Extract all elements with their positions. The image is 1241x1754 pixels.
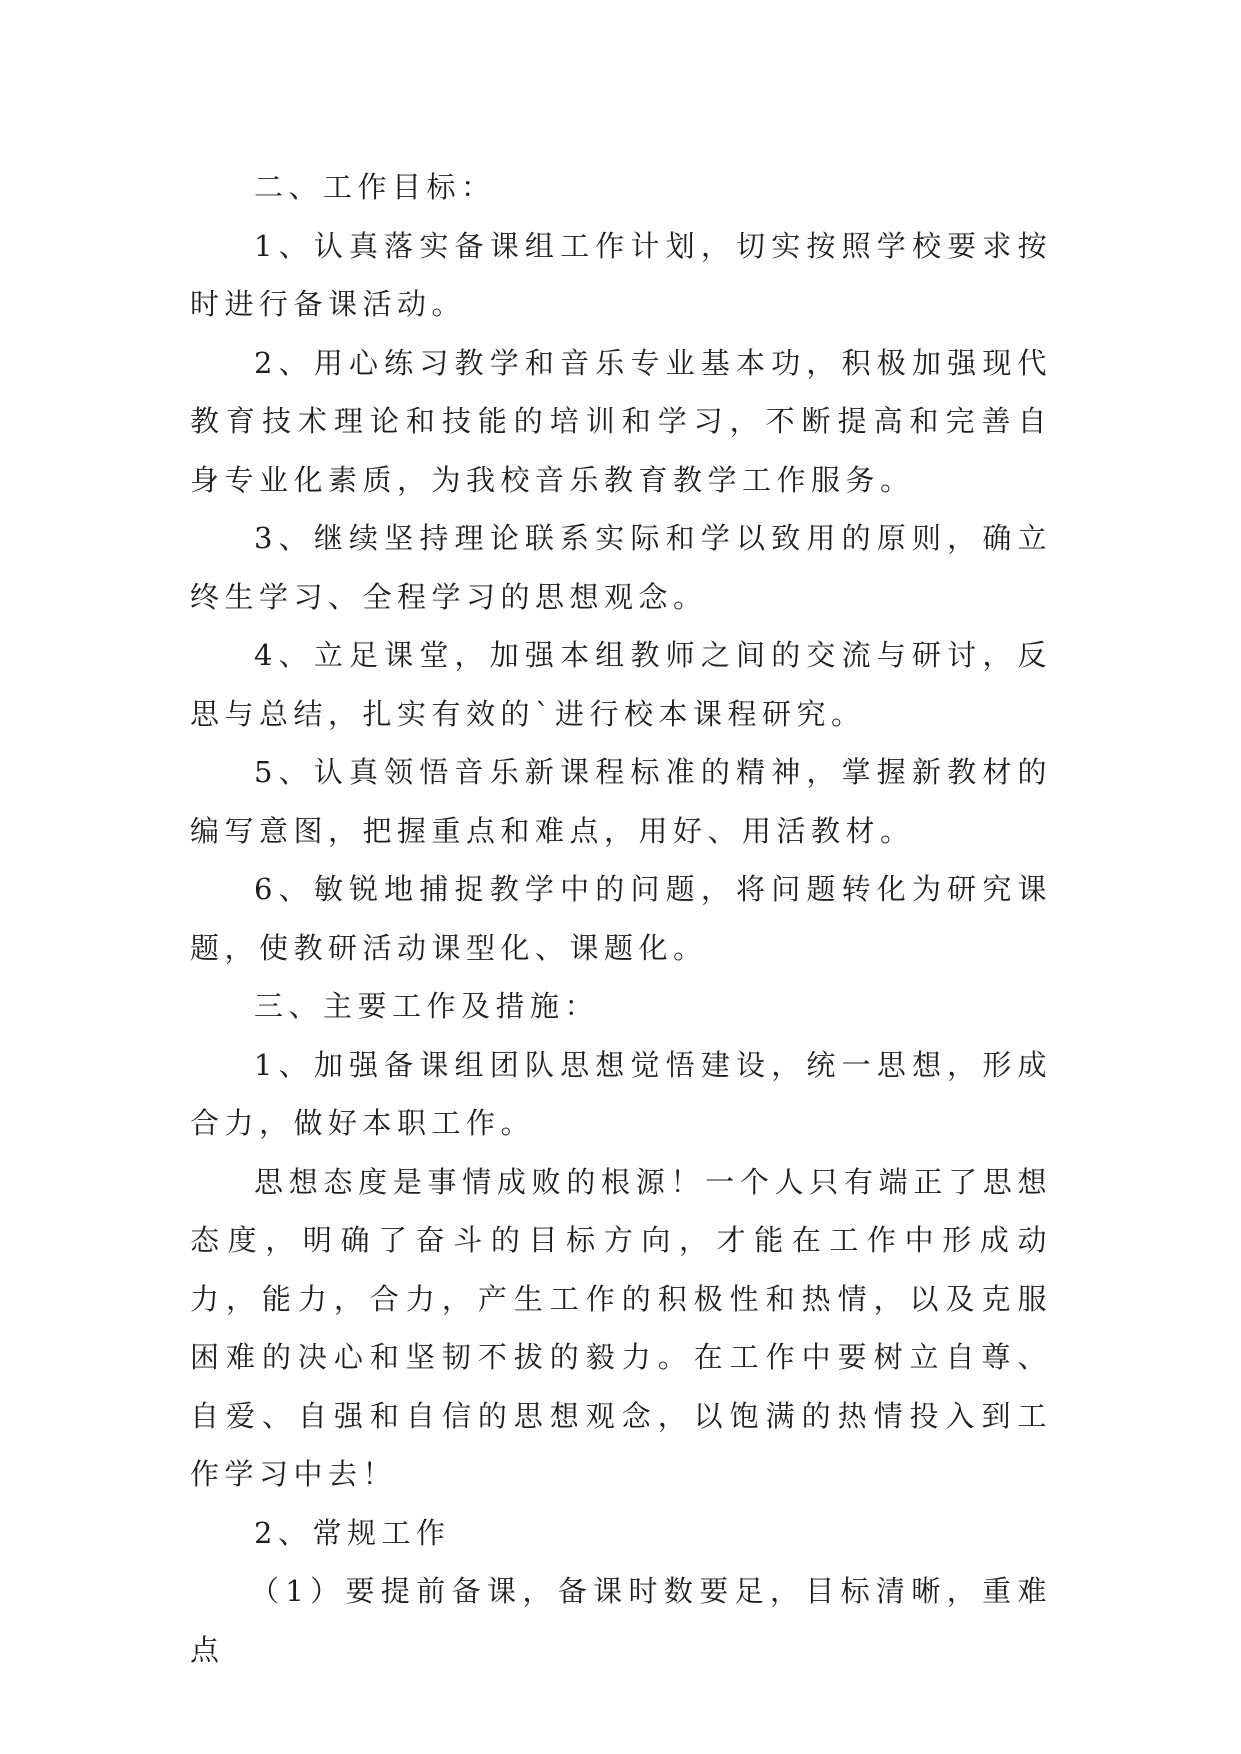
section-heading-work-goals: 二、工作目标： <box>254 170 496 204</box>
measure-subitem-1: （1）要提前备课，备课时数要足，目标清晰，重难点 <box>190 1574 1052 1667</box>
goal-item-2: 2、用心练习教学和音乐专业基本功，积极加强现代教育技术理论和技能的培训和学习，不断提高和完善自身专业化素质，为我校音乐教育教学工作服务。 <box>190 345 1052 497</box>
goal-item-1: 1、认真落实备课组工作计划，切实按照学校要求按时进行备课活动。 <box>190 228 1052 321</box>
measure-item-2: 2、常规工作 <box>254 1515 451 1550</box>
section-heading-main-work: 三、主要工作及措施： <box>254 989 600 1023</box>
goal-item-3: 3、继续坚持理论联系实际和学以致用的原则，确立终生学习、全程学习的思想观念。 <box>190 521 1052 614</box>
document-body <box>190 158 1052 1679</box>
measure-item-1: 1、加强备课组团队思想觉悟建设，统一思想，形成合力，做好本职工作。 <box>190 1047 1052 1140</box>
goal-item-5: 5、认真领悟音乐新课程标准的精神，掌握新教材的编写意图，把握重点和难点，用好、用活教材。 <box>190 755 1052 848</box>
goal-item-6: 6、敏锐地捕捉教学中的问题，将问题转化为研究课题，使教研活动课型化、课题化。 <box>190 872 1052 965</box>
goal-item-4: 4、立足课堂，加强本组教师之间的交流与研讨，反思与总结，扎实有效的`进行校本课程研究。 <box>190 638 1052 731</box>
measure-item-1-detail: 思想态度是事情成败的根源！一个人只有端正了思想态度，明确了奋斗的目标方向，才能在工作中形成动力，能力，合力，产生工作的积极性和热情，以及克服困难的决心和坚韧不拔的毅力。在工作中要树立自尊、自爱、自强和自信的思想观念，以饱满的热情投入到工作学习中去！ <box>190 1164 1052 1491</box>
